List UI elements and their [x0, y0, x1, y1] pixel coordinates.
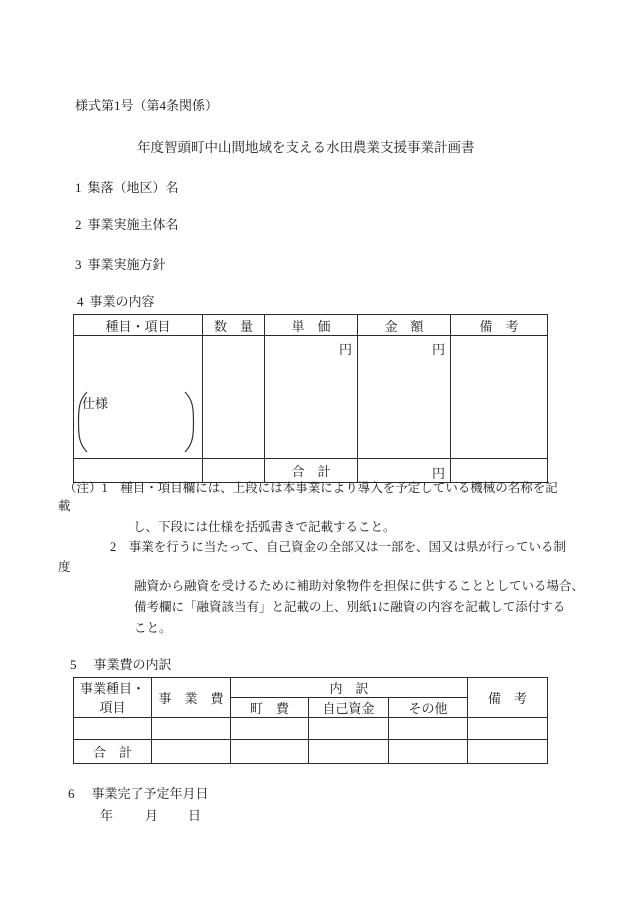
note-line: 度	[58, 560, 71, 574]
empty-cell	[231, 718, 309, 740]
header-cost: 事 業 費	[152, 678, 231, 718]
section-number: 6	[68, 786, 75, 801]
item-number: 3	[75, 257, 82, 272]
amount-yen-cell: 円	[358, 336, 451, 459]
month-label: 月	[145, 808, 159, 823]
item-label: 事業の内容	[89, 294, 155, 309]
total-yen-cell: 円	[358, 459, 451, 483]
empty-cell	[451, 459, 548, 483]
item-number: 4	[77, 294, 84, 309]
cost-breakdown-table	[73, 677, 548, 764]
empty-cell	[74, 718, 152, 740]
note-line: 融資から融資を受けるために補助対象物件を担保に供することとしている場合、	[134, 579, 585, 593]
header-item: 種目・項目	[74, 315, 203, 336]
table-header-row	[74, 678, 548, 698]
item-settlement-name	[75, 180, 179, 195]
unit-price-yen-cell: 円	[265, 336, 358, 459]
note-line: 載	[58, 499, 71, 513]
note-line: （注）1 種目・項目欄には、上段には本事業により導入を予定している機械の名称を記	[64, 481, 558, 495]
section-number: 5	[70, 657, 77, 672]
note-line: こと。	[134, 621, 172, 635]
empty-cell	[152, 718, 231, 740]
empty-cell	[468, 718, 548, 740]
header-unit-price: 単 価	[265, 315, 358, 336]
section-label: 事業完了予定年月日	[91, 786, 209, 801]
empty-cell	[74, 459, 203, 483]
project-content-table	[73, 314, 548, 483]
header-remarks: 備 考	[451, 315, 548, 336]
table-body-row	[74, 336, 548, 459]
year-label: 年	[100, 808, 114, 823]
item-label: 事業実施方針	[87, 257, 166, 272]
item-number: 1	[75, 180, 82, 195]
remarks-cell	[451, 336, 548, 459]
header-self-fund: 自己資金	[309, 698, 389, 718]
form-number: 様式第1号（第4条関係）	[75, 98, 219, 113]
total-label-cell: 合 計	[265, 459, 358, 483]
note-line: し、下段には仕様を括弧書きで記載すること。	[133, 520, 396, 534]
header-other: その他	[389, 698, 468, 718]
item-implementer-name	[75, 217, 179, 232]
header-quantity: 数 量	[203, 315, 265, 336]
total-label-cell: 合 計	[74, 740, 152, 764]
item-label: 集落（地区）名	[87, 180, 179, 195]
empty-cell	[203, 459, 265, 483]
header-remarks: 備 考	[468, 678, 548, 718]
item-project-content	[77, 294, 155, 309]
spec-label: 仕様	[82, 396, 109, 411]
empty-cell	[152, 740, 231, 764]
header-town-cost: 町 費	[231, 698, 309, 718]
page-title: 年度智頭町中山間地域を支える水田農業支援事業計画書	[137, 140, 475, 155]
section-cost-breakdown	[70, 657, 172, 672]
empty-cell	[309, 740, 389, 764]
note-line: 備考欄に「融資該当有」と記載の上、別紙1に融資の内容を記載して添付する	[134, 600, 566, 614]
header-amount: 金 額	[358, 315, 451, 336]
empty-cell	[309, 718, 389, 740]
empty-cell	[389, 740, 468, 764]
quantity-cell	[203, 336, 265, 459]
table-body-row	[74, 718, 548, 740]
empty-cell	[468, 740, 548, 764]
item-label: 事業実施主体名	[87, 217, 179, 232]
section-label: 事業費の内訳	[93, 657, 172, 672]
note-line: 2 事業を行うに当たって、自己資金の全部又は一部を、国又は県が行っている制	[110, 540, 567, 554]
table-total-row	[74, 740, 548, 764]
item-number: 2	[75, 217, 82, 232]
header-breakdown: 内 訳	[231, 678, 468, 698]
table-total-row	[74, 459, 548, 483]
day-label: 日	[188, 808, 202, 823]
empty-cell	[231, 740, 309, 764]
item-implementation-policy	[75, 257, 166, 272]
header-item: 事業種目・項目	[74, 678, 152, 718]
table-header-row	[74, 315, 548, 336]
item-spec-cell	[74, 336, 203, 459]
section-completion-date	[68, 786, 209, 801]
empty-cell	[389, 718, 468, 740]
